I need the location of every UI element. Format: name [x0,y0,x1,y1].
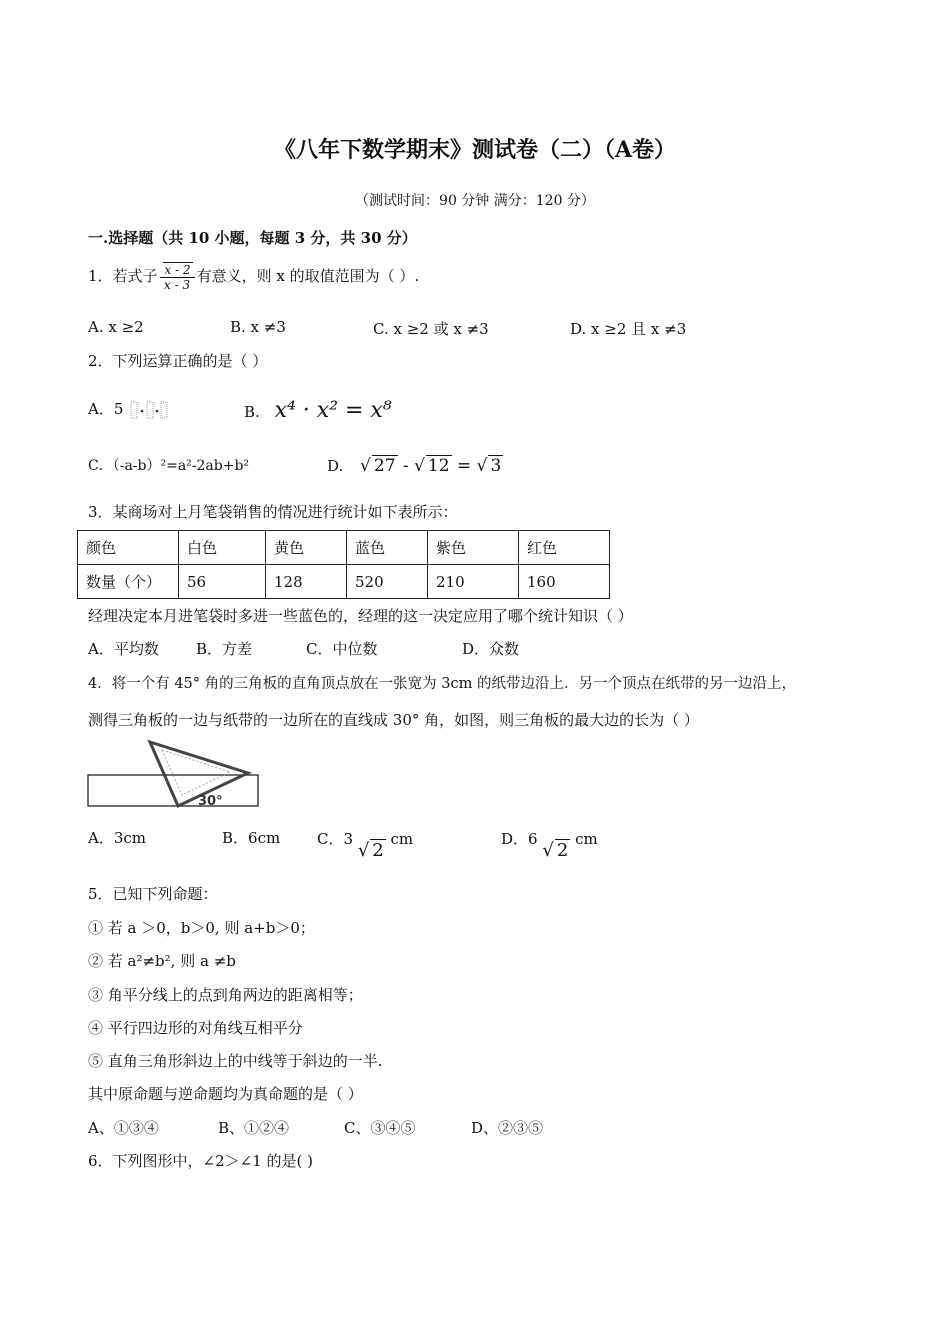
q4-option-c: C．3 √ 2 cm [317,830,414,861]
table-cell: 160 [519,565,610,599]
table-cell: 数量（个） [78,565,179,599]
q1-frac-denominator: x - 3 [164,278,191,292]
question-6-stem: 6．下列图形中，∠2＞∠1 的是( ) [88,1152,314,1170]
table-cell: 210 [428,565,519,599]
question-1-stem [88,262,419,292]
q4-d-radicand: 2 [556,840,569,861]
q2-a-garbled-formula-icon [128,399,170,421]
question-5-stem: 5．已知下列命题： [88,885,218,903]
q5-proposition: ③ 角平分线上的点到角两边的距离相等； [88,986,363,1004]
q5-proposition: ⑤ 直角三角形斜边上的中线等于斜边的一半. [88,1052,383,1070]
question-2-stem: 2．下列运算正确的是（ ） [88,352,268,370]
q1-option-b: B. x ≠3 [230,318,286,336]
q5-option-b: B、①②④ [218,1119,290,1137]
question-4-line-2: 测得三角板的一边与纸带的一边所在的直线成 30° 角，如图，则三角板的最大边的长为（ ） [88,711,699,729]
table-cell: 蓝色 [347,531,428,565]
q5-option-d: D、②③⑤ [471,1119,544,1137]
table-cell: 黄色 [266,531,347,565]
q4-d-unit: cm [575,830,598,848]
triangle-strip-figure [80,735,270,815]
q5-option-a: A、①③④ [88,1119,159,1137]
q4-c-unit: cm [390,830,414,848]
table-row [78,565,610,599]
q2-option-a [88,398,170,421]
q1-suffix: 有意义，则 x 的取值范围为（ ）. [196,267,420,285]
q2-b-label: B. [244,403,260,421]
q5-option-c: C、③④⑤ [344,1119,416,1137]
q1-frac-numerator: x - 2 [164,263,191,277]
q4-c-radicand: 2 [372,840,384,861]
table-cell: 红色 [519,531,610,565]
q5-proposition: ② 若 a²≠b², 则 a ≠b [88,952,236,970]
table-cell: 颜色 [78,531,179,565]
q4-option-d: D．6 √ 2 cm [501,830,598,861]
q2-d-label: D. [327,457,344,475]
table-cell: 白色 [179,531,266,565]
q4-c-label: C．3 [317,830,354,848]
q2-d-radicand-1: 27 [373,456,396,476]
angle-label: 30° [198,794,223,809]
section-heading: 一.选择题（共 10 小题，每题 3 分，共 30 分） [88,229,417,247]
q3-follow-up: 经理决定本月进笔袋时多进一些蓝色的，经理的这一决定应用了哪个统计知识（ ） [88,607,633,625]
question-3-stem: 3．某商场对上月笔袋销售的情况进行统计如下表所示： [88,503,458,521]
sales-table [77,530,610,599]
table-row [78,531,610,565]
q2-a-label: A．5 [88,400,124,418]
q4-option-a: A．3cm [88,829,147,847]
q2-b-expression: x⁴ · x² = x⁸ [274,398,392,423]
table-cell: 128 [266,565,347,599]
table-cell: 紫色 [428,531,519,565]
q5-question: 其中原命题与逆命题均为真命题的是（ ） [88,1085,363,1103]
question-4-line-1: 4．将一个有 45° 角的三角板的直角顶点放在一张宽为 3cm 的纸带边沿上．另一个顶点在纸带的另一边沿上， [88,676,796,692]
q1-option-a: A. x ≥2 [88,318,144,336]
table-cell: 520 [347,565,428,599]
q3-option-b: B．方差 [196,640,253,658]
q3-option-d: D．众数 [462,640,520,658]
q5-proposition: ① 若 a ＞0，b＞0, 则 a+b＞0； [88,919,315,937]
q1-prefix: 1．若式子 [88,267,158,285]
q2-d-radicand-2: 12 [427,456,450,476]
q3-option-a: A．平均数 [88,640,159,658]
q5-proposition: ④ 平行四边形的对角线互相平分 [88,1019,303,1037]
q4-option-b: B．6cm [222,829,281,847]
q2-d-radicand-3: 3 [490,456,502,476]
table-cell: 56 [179,565,266,599]
q3-option-c: C．中位数 [306,640,378,658]
q1-option-d: D. x ≥2 且 x ≠3 [570,320,687,338]
q4-d-label: D．6 [501,830,538,848]
q2-option-d: D. √ 27 - √ 12 = √ 3 [327,456,502,476]
q2-option-b [244,398,392,423]
q1-option-c: C. x ≥2 或 x ≠3 [373,320,489,338]
page-subtitle: （测试时间：90 分钟 满分：120 分） [355,193,595,209]
q1-fraction [160,262,195,292]
page-title: 《八年下数学期末》测试卷（二）（A卷） [273,137,677,163]
q2-option-c: C．（-a-b）²=a²-2ab+b² [88,458,250,474]
